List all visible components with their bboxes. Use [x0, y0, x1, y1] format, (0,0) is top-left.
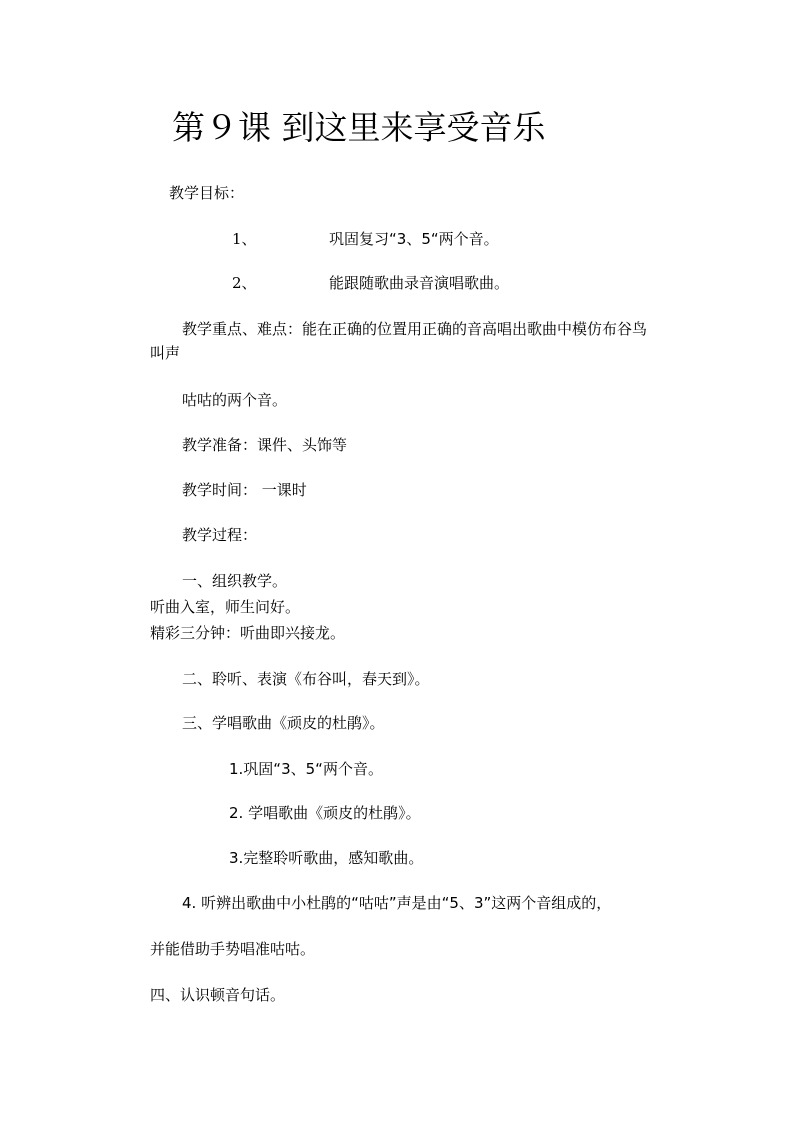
objectives-label: 教学目标：: [169, 184, 245, 202]
objective-number-2: 2、: [232, 274, 257, 292]
page-title: 第９课 到这里来享受音乐: [172, 108, 546, 147]
process-label: 教学过程：: [182, 526, 258, 544]
key-points-line-2: 叫声: [150, 344, 181, 362]
section-1-heading: 一、组织教学。: [182, 572, 288, 590]
section-2-heading: 二、聆听、表演《布谷叫，春天到》。: [182, 670, 430, 688]
section-3-heading: 三、学唱歌曲《顽皮的杜鹃》。: [182, 714, 385, 732]
section-3-step-4-line-2: 并能借助手势唱准咕咕。: [150, 940, 316, 958]
section-1-line-2: 精彩三分钟：听曲即兴接龙。: [150, 624, 346, 642]
section-4-heading: 四、认识顿音句话。: [150, 986, 286, 1004]
section-3-step-1: 1.巩固“3、5“两个音。: [229, 760, 383, 778]
section-3-step-3: 3.完整聆听歌曲，感知歌曲。: [229, 849, 424, 867]
preparation-line: 教学准备：课件、头饰等: [182, 436, 348, 454]
key-points-line-3: 咕咕的两个音。: [182, 391, 288, 409]
section-3-step-2: 2. 学唱歌曲《顽皮的杜鹃》。: [229, 804, 421, 822]
section-1-line-1: 听曲入室，师生问好。: [150, 598, 301, 616]
time-line: 教学时间： 一课时: [182, 481, 307, 499]
objective-text-2: 能跟随歌曲录音演唱歌曲。: [329, 274, 510, 292]
section-3-step-4-line-1: 4. 听辨出歌曲中小杜鹃的“咕咕”声是由“5、3”这两个音组成的，: [182, 894, 612, 912]
objective-number-1: 1、: [232, 230, 257, 248]
key-points-line-1: 教学重点、难点：能在正确的位置用正确的音高唱出歌曲中模仿布谷鸟: [182, 320, 648, 338]
objective-text-1: 巩固复习“3、5“两个音。: [329, 230, 499, 248]
